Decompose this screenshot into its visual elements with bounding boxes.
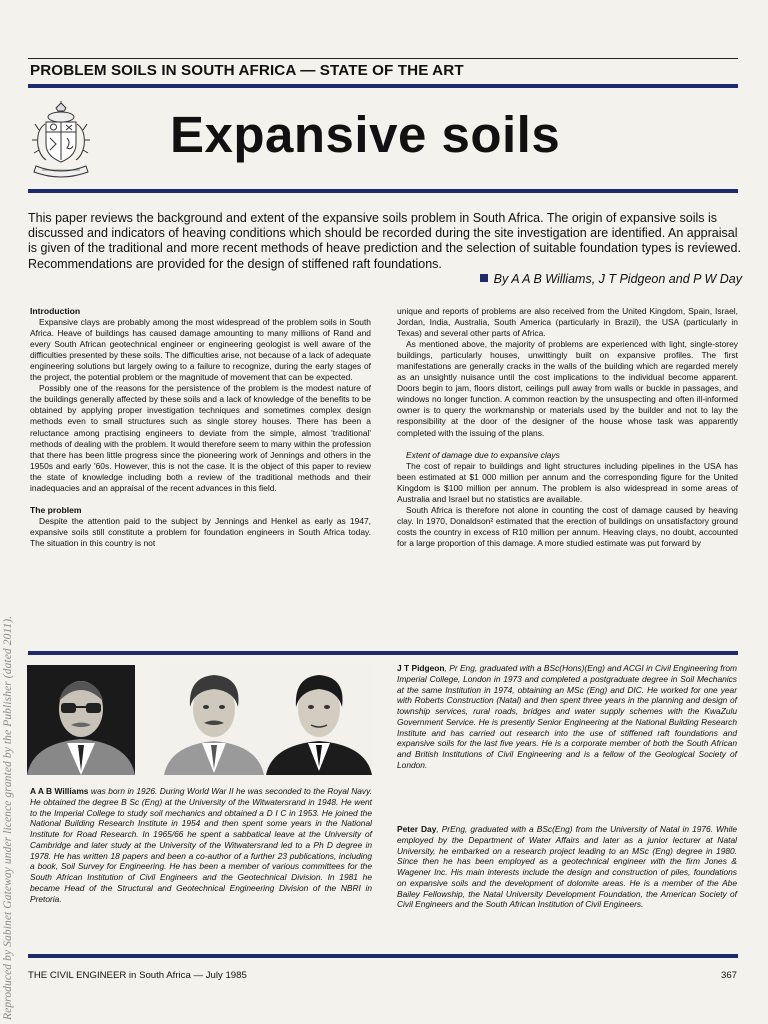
bio-text: , PrEng, graduated with a BSc(Eng) from the University of Natal in 1976. While employed by the Department of Water Affairs and later as a junior lecturer at Natal University, he embarked on a research project leading to an MSc (Eng) degree in 1980. Since then he has been employed as a geotechnical engineer with the firm Jones & Wagener Inc. His main interests include the design and construction of piles, foundations on expansive soils and the development of dolomite areas. He is a member of the Abe Bailey Fellowship, the Natal University Development Foundation, the American Society of Civil Engineers and the South African Institution of Civil Engineers. [397, 824, 738, 910]
bio-pidgeon [397, 663, 737, 771]
byline-text: By A A B Williams, J T Pidgeon and P W Day [493, 272, 742, 286]
top-rule [28, 58, 738, 59]
bio-text: , Pr Eng, graduated with a BSc(Hons)(Eng) and ACGI in Civil Engineering from Imperial College, London in 1973 and completed a postgraduate degree in Soil Mechanics at the same Institution in 1974, obtaining an MSc (Eng) and DIC. He worked for one year with Roberts Construction (Natal) and then spent three years in the planning and design of township services, rural roads, bridges and water supply schemes with the KwaZulu Government Service. He is presently Senior Engineering at the National Building Research Institute and has carried out research into the use of stiffened raft foundations and expansive soils for the last five years. He is a corporate member of both the South African and British Institutions of Civil Engineering and is a fellow of the Geological Society of London. [397, 663, 737, 770]
right-column [397, 306, 738, 549]
author-name: A A B Williams [30, 786, 89, 796]
author-photos [27, 665, 374, 777]
copyright-watermark [2, 300, 16, 1020]
footer-rule [28, 954, 738, 958]
body-paragraph: Possibly one of the reasons for the persistence of the problem is the modest nature of the buildings generally affected by these soils and a lack of knowledge of the benefits to be obtained by applying proper investigation techniques and sometimes complex design methods even to small structures such as single storey houses. There has been a reluctance among practising engineers to deviate from the simple, almost 'traditional' methods of dealing with the problem. It would therefore seem to many within the profession that there has been little progress since the pioneering work of Jennings and others in the 1950s and early '60s. However, this is not the case. It is the object of this paper to review the state of knowledge including both a review of the traditional methods and their inadequacies and an appraisal of the recent advances in this field. [30, 383, 371, 493]
author-photo-pidgeon [160, 665, 268, 775]
body-paragraph: unique and reports of problems are also received from the United Kingdom, Spain, Israel, Jordan, India, Australia, South America (particularly in Brazil), the USA (particularly in Texas) and several other parts of Africa. [397, 306, 738, 339]
author-photo-williams [27, 665, 135, 775]
bio-text: was born in 1926. During World War II he was seconded to the Royal Navy. He obtained the degree B Sc (Eng) at the University of the Witwatersrand in 1948. He went to the Imperial College to study soil mechanics and obtained a D I C in 1953. He joined the National Building Research Institute in 1954 and then spent some years in the National Institute for Road Research. In 1965/66 he spent a sabbatical leave at the University of Cambridge and later study at the University of the Witwatersrand led to a Ph D degree in 1978. He has written 18 papers and been a co-author of a further 23 publications, including a book, Soil Survey for Engineering. He has been a member of various committees for the South African Institution of Civil Engineers and the Geotechnical Division. In 1981 he became Head of the Structural and Geotechnical Engineering Division of the NBRI in Pretoria. [30, 786, 372, 904]
problem-heading: The problem [30, 504, 82, 515]
author-photo-day [264, 665, 374, 775]
coat-of-arms-crest-icon [30, 100, 92, 180]
abstract: This paper reviews the background and extent of the expansive soils problem in South Africa. The origin of expansive soils is discussed and indicators of heaving conditions which should be recorded during the site investigation are identified. An appraisal is given of the traditional and more recent methods of heave prediction and the selection of suitable foundation types is reviewed. Recommendations are provided for the design of stiffened raft foundations. [28, 211, 741, 271]
title-rule [28, 189, 738, 193]
author-name: Peter Day [397, 824, 437, 834]
section-subheading: Extent of damage due to expansive clays [406, 449, 560, 460]
body-paragraph: Despite the attention paid to the subject by Jennings and Henkel as early as 1947, expansive soils still constitute a problem for foundation engineers in South Africa today. The situation in this country is not [30, 515, 371, 548]
body-paragraph: South Africa is therefore not alone in counting the cost of damage caused by heaving clay. In 1970, Donaldson² estimated that the erection of buildings on unsatisfactory ground costs the country in excess of R10 million per annum. Heaving clays, no doubt, accounted for a large proportion of this damage. A more studied estimate was put forward by [397, 504, 738, 548]
bio-day [397, 824, 737, 910]
series-title: PROBLEM SOILS IN SOUTH AFRICA — STATE OF THE ART [30, 62, 464, 79]
bio-section-rule [28, 651, 738, 655]
body-paragraph: The cost of repair to buildings and light structures including pipelines in the USA has been estimated at $1 000 million per annum and the corresponding figure for the United Kingdom is $100 million per annum. The problem is also widespread in some areas of Australia and Israel but no statistics are available. [397, 460, 738, 504]
author-name: J T Pidgeon [397, 663, 445, 673]
article-title: Expansive soils [170, 106, 561, 163]
journal-footer: THE CIVIL ENGINEER in South Africa — July 1985 [28, 970, 247, 981]
bullet-square-icon [480, 274, 488, 282]
byline [480, 272, 742, 286]
left-column [30, 306, 371, 549]
body-paragraph: Expansive clays are probably among the most widespread of the problem soils in South Africa. Heave of buildings has caused damage amounting to many millions of Rand and every South African geotechnical engineer or engineering geologist is well aware of the difficulties presented by these soils. The difficulties arise, not because of a lack of adequate engineering solutions but largely owing to a failure to recognize, during the early stages of the project, the potential problem or the magnitude of movement that can be expected. [30, 317, 371, 383]
body-paragraph: As mentioned above, the majority of problems are experienced with light, single-storey buildings, particularly houses, unwittingly built on expansive profiles. The first manifestations are generally cracks in the walls of the building which are regarded merely as an unsightly nuisance until the cost implications to the individual become apparent. Doors begin to jam, floors distort, ceilings pull away from walls or buckle in passages, and windows no longer function. A common reaction by the unsuspecting and often ill-informed owner is to query the workmanship or materials used by the builder and not to lay the responsibility at the door of the designer of the house whose task was apparently completed with the issuing of the plans. [397, 339, 738, 438]
bio-williams [30, 786, 372, 904]
watermark-text: Reproduced by Sabinet Gateway under licence granted by the Publisher (dated 2011). [2, 615, 14, 1020]
header-rule [28, 84, 738, 88]
page-number: 367 [720, 970, 737, 981]
introduction-heading: Introduction [30, 306, 81, 316]
